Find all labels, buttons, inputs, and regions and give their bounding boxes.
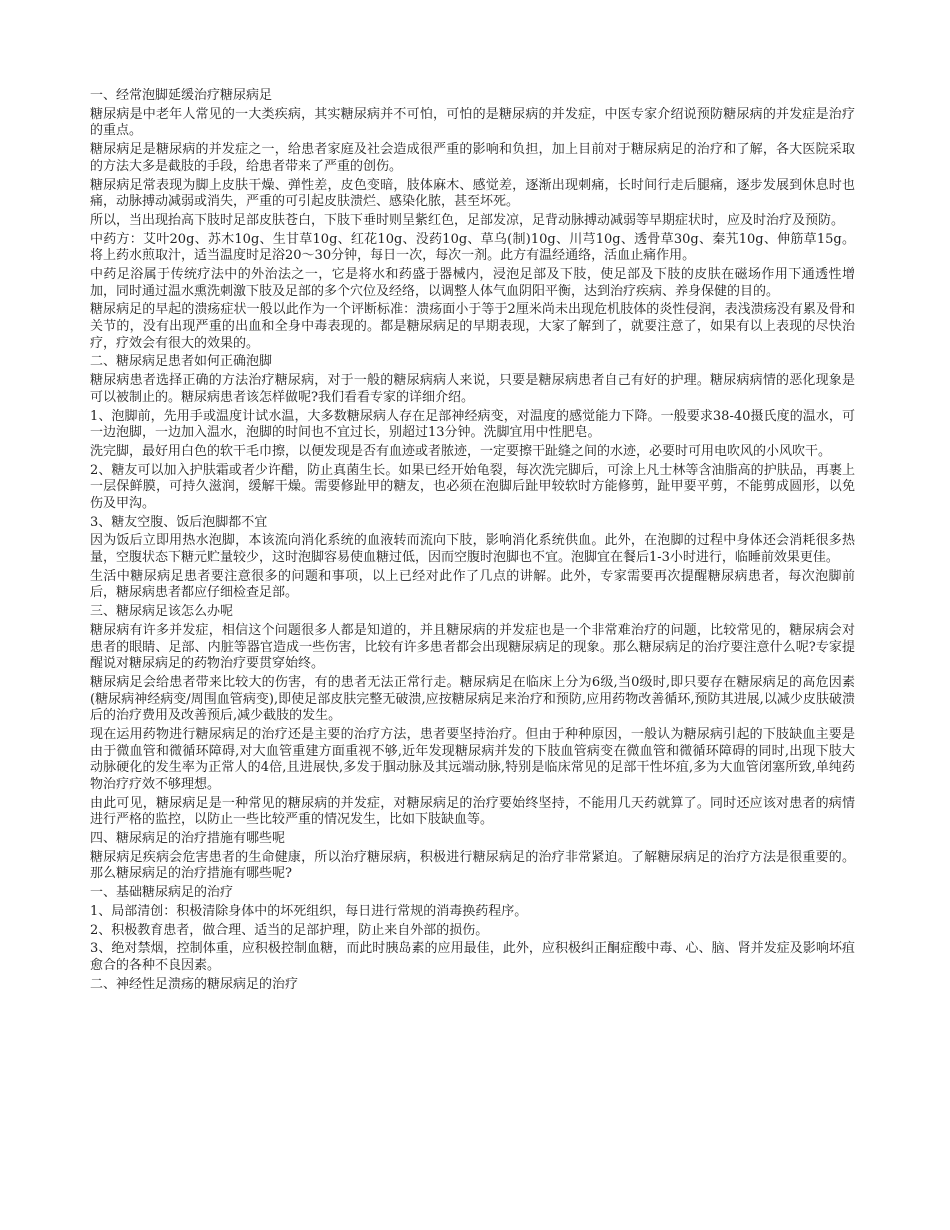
list-item: 1、局部清创：积极清除身体中的坏死组织，每日进行常规的消毒换药程序。 xyxy=(90,903,528,919)
list-item: 2、糖友可以加入护肤霜或者少许醋，防止真菌生长。如果已经开始龟裂，每次洗完脚后，可涂上凡士林等含油脂高的护肤品，再裹上一层保鲜膜，可持久滋润，缓解干燥。需要修趾甲的糖友，也必须在泡脚后趾甲较软时方能修剪，趾甲要平剪，不能剪成圆形，以免伤及甲沟。 xyxy=(90,462,855,511)
section-heading-correct-soaking: 二、糖尿病足患者如何正确泡脚 xyxy=(90,354,273,370)
paragraph: 糖尿病足会给患者带来比较大的伤害，有的患者无法正常行走。糖尿病足在临床上分为6级,当0级时,即只要存在糖尿病足的高危因素(糖尿病神经病变/周围血管病变),即使足部皮肤完整无破溃,应按糖尿病足来治疗和预防,应用药物改善循环,预防其进展,以减少皮肤破溃后的治疗费用及改善预后,减少截肢的发生。 xyxy=(90,674,855,724)
paragraph: 生活中糖尿病足患者要注意很多的问题和事项，以上已经对此作了几点的讲解。此外，专家需要再次提醒糖尿病患者，每次泡脚前后，糖尿病患者都应仔细检查足部。 xyxy=(90,568,855,601)
paragraph: 由此可见，糖尿病足是一种常见的糖尿病的并发症，对糖尿病足的治疗要始终坚持，不能用几天药就算了。同时还应该对患者的病情进行严格的监控，以防止一些比较严重的情况发生，比如下肢缺血等。 xyxy=(90,795,855,828)
section-heading-what-to-do: 三、糖尿病足该怎么办呢 xyxy=(90,604,234,620)
list-item: 3、绝对禁烟，控制体重，应积极控制血糖，而此时胰岛素的应用最佳，此外，应积极纠正酮症酸中毒、心、脑、肾并发症及影响坏疽愈合的各种不良因素。 xyxy=(90,941,855,973)
paragraph: 糖尿病患者选择正确的方法治疗糖尿病，对于一般的糖尿病病人来说，只要是糖尿病患者自己有好的护理。糖尿病病情的恶化现象是可以被制止的。糖尿病患者该怎样做呢?我们看看专家的详细介绍。 xyxy=(90,373,855,405)
paragraph-herbal-recipe: 中药方：艾叶20g、苏木10g、生甘草10g、红花10g、没药10g、草乌(制)10g、川芎10g、透骨草30g、秦艽10g、伸筋草15g。将上药水煎取汁，适当温度时足浴20～30分钟，每日一次，每次一剂。此方有温经通络，活血止痛作用。 xyxy=(90,231,855,264)
paragraph: 糖尿病是中老年人常见的一大类疾病，其实糖尿病并不可怕，可怕的是糖尿病的并发症，中医专家介绍说预防糖尿病的并发症是治疗的重点。 xyxy=(90,106,855,139)
section-heading-soak-feet: 一、经常泡脚延缓治疗糖尿病足 xyxy=(90,88,273,103)
section-heading-treatment-measures: 四、糖尿病足的治疗措施有哪些呢 xyxy=(90,830,286,846)
paragraph: 因为饭后立即用热水泡脚，本该流向消化系统的血液转而流向下肢，影响消化系统供血。此外，在泡脚的过程中身体还会消耗很多热量，空腹状态下糖元贮量较少，这时泡脚容易使血糖过低，因而空腹时泡脚也不宜。泡脚宜在餐后1-3小时进行，临睡前效果更佳。 xyxy=(90,533,855,566)
list-item: 3、糖友空腹、饭后泡脚都不宜 xyxy=(90,514,268,530)
subsection-heading-neuropathic-ulcer: 二、神经性足溃疡的糖尿病足的治疗 xyxy=(90,976,299,992)
list-item: 2、积极教育患者，做合理、适当的足部护理，防止来自外部的损伤。 xyxy=(90,922,489,938)
paragraph: 糖尿病有许多并发症，相信这个问题很多人都是知道的，并且糖尿病的并发症也是一个非常难治疗的问题，比较常见的，糖尿病会对患者的眼睛、足部、内脏等器官造成一些伤害，比较有许多患者都会出现糖尿病足的现象。那么糖尿病足的治疗要注意什么呢?专家提醒说对糖尿病足的药物治疗要贯穿始终。 xyxy=(90,623,855,672)
paragraph: 洗完脚，最好用白色的软干毛巾擦，以便发现是否有血迹或者脓迹，一定要擦干趾缝之间的水迹，必要时可用电吹风的小风吹干。 xyxy=(90,443,832,459)
paragraph: 糖尿病足的早起的溃疡症状一般以此作为一个评断标准：溃疡面小于等于2厘米尚未出现危机肢体的炎性侵润，表浅溃疡没有累及骨和关节的，没有出现严重的出血和全身中毒表现的。都是糖尿病足的早期表现，大家了解到了，就要注意了，如果有以上表现的尽快治疗，疗效会有很大的效果的。 xyxy=(90,302,855,351)
paragraph: 糖尿病足疾病会危害患者的生命健康，所以治疗糖尿病，积极进行糖尿病足的治疗非常紧迫。了解糖尿病足的治疗方法是很重要的。那么糖尿病足的治疗措施有哪些呢? xyxy=(90,849,855,882)
document-page xyxy=(90,88,855,996)
paragraph: 中药足浴属于传统疗法中的外治法之一，它是将水和药盛于器械内，浸泡足部及下肢，使足部及下肢的皮肤在磁场作用下通透性增加，同时通过温水熏洗刺激下肢及足部的多个穴位及经络，以调整人体气血阴阳平衡，达到治疗疾病、养身保健的目的。 xyxy=(90,267,855,299)
list-item: 1、泡脚前，先用手或温度计试水温，大多数糖尿病人存在足部神经病变，对温度的感觉能力下降。一般要求38-40摄氏度的温水，可一边泡脚，一边加入温水，泡脚的时间也不宜过长，别超过13分钟。洗脚宜用中性肥皂。 xyxy=(90,408,855,441)
subsection-heading-basic-treatment: 一、基础糖尿病足的治疗 xyxy=(90,885,234,901)
paragraph: 所以，当出现抬高下肢时足部皮肤苍白，下肢下垂时则呈紫红色，足部发凉，足背动脉搏动减弱等早期症状时，应及时治疗及预防。 xyxy=(90,212,845,228)
paragraph: 糖尿病足是糖尿病的并发症之一，给患者家庭及社会造成很严重的影响和负担，加上目前对于糖尿病足的治疗和了解，各大医院采取的方法大多是截肢的手段，给患者带来了严重的创伤。 xyxy=(90,142,855,174)
paragraph: 现在运用药物进行糖尿病足的治疗还是主要的治疗方法，患者要坚持治疗。但由于种种原因，一般认为糖尿病引起的下肢缺血主要是由于微血管和微循环障碍,对大血管重建方面重视不够,近年发现糖尿病并发的下肢血管病变在微血管和微循环障碍的同时,出现下肢大动脉硬化的发生率为正常人的4倍,且进展快,多发于腘动脉及其远端动脉,特别是临床常见的足部干性坏疽,多为大血管闭塞所致,单纯药物治疗疗效不够理想。 xyxy=(90,726,855,792)
paragraph: 糖尿病足常表现为脚上皮肤干燥、弹性差，皮色变暗，肢体麻木、感觉差，逐渐出现刺痛，长时间行走后腿痛，逐步发展到休息时也痛，动脉搏动减弱或消失，严重的可引起皮肤溃烂、感染化脓，甚至坏死。 xyxy=(90,177,855,210)
